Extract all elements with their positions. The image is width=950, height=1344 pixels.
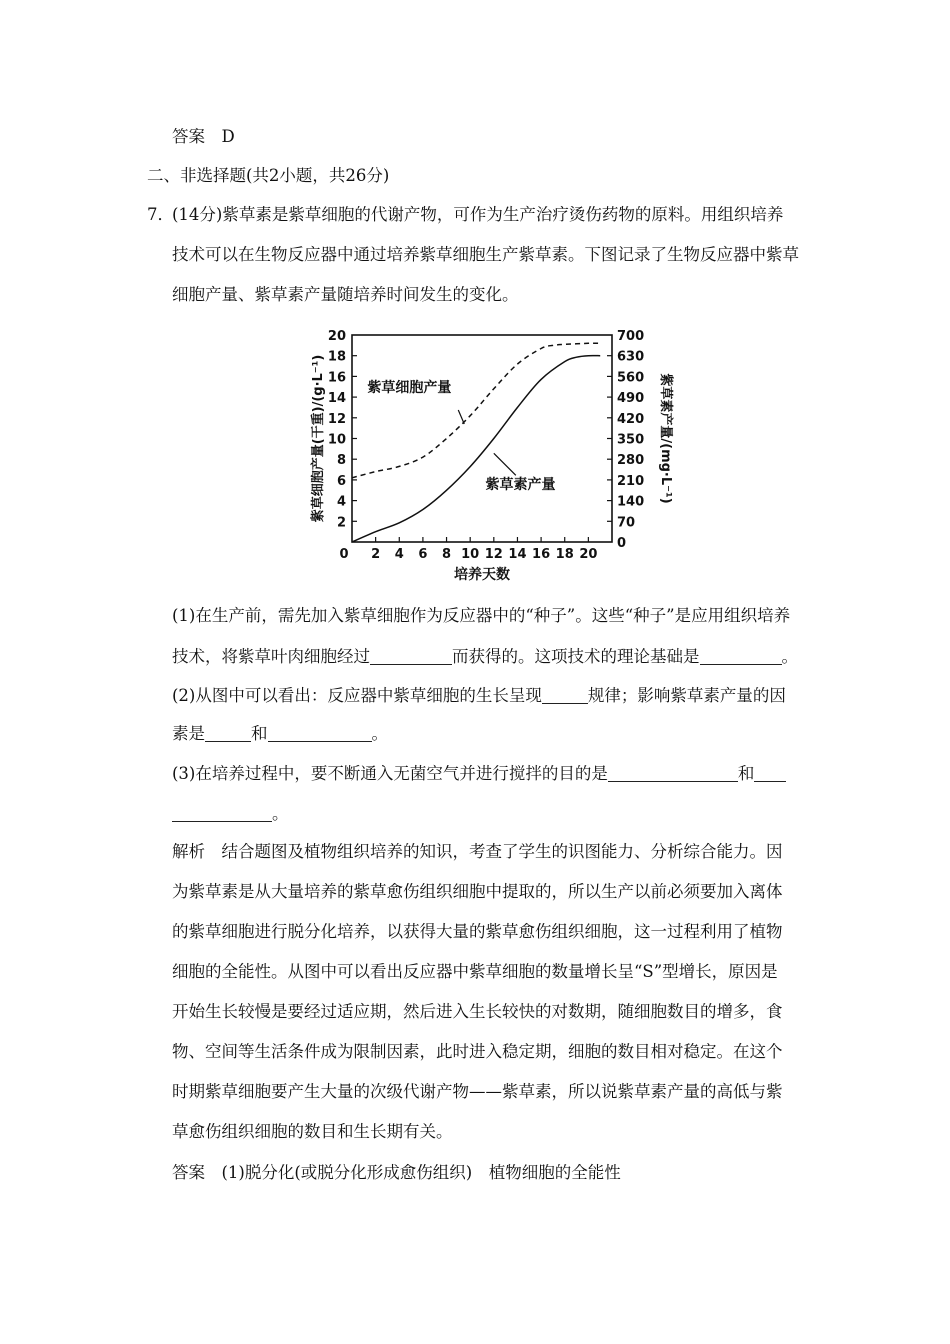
answer-line: 答案 (1)脱分化(或脱分化形成愈伤组织) 植物细胞的全能性	[172, 1163, 621, 1182]
x-tick-label: 8	[442, 547, 452, 562]
answer-blank-7-continued[interactable]	[172, 804, 272, 822]
analysis-line-3: 的紫草细胞进行脱分化培养，以获得大量的紫草愈伤组织细胞，这一过程利用了植物	[172, 922, 783, 941]
y-right-tick-label: 630	[617, 349, 645, 365]
question-intro-line-1: (14分)紫草素是紫草细胞的代谢产物，可作为生产治疗烫伤药物的原料。用组织培养	[172, 205, 784, 224]
x-tick-label: 6	[418, 547, 428, 562]
part-3-line-1	[172, 762, 786, 786]
x-tick-label: 14	[508, 547, 527, 562]
x-tick-label: 16	[532, 547, 551, 562]
y-right-tick-label: 350	[617, 432, 645, 448]
analysis-line-7: 时期紫草细胞要产生大量的次级代谢产物——紫草素，所以说紫草素产量的高低与紫	[172, 1082, 783, 1101]
part-1-text-c: 。	[781, 647, 798, 666]
y-right-tick-label: 280	[617, 453, 645, 469]
y-left-tick-label: 12	[327, 411, 346, 427]
shikonin-yield-label: 紫草素产量	[485, 477, 556, 494]
part-3-text-a: (3)在培养过程中，要不断通入无菌空气并进行搅拌的目的是	[172, 764, 608, 783]
part-2-text-c: 素是	[172, 724, 205, 743]
y-right-tick-label: 210	[617, 473, 645, 489]
answer-blank-6[interactable]	[608, 764, 738, 782]
part-1-text-b: 而获得的。这项技术的理论基础是	[452, 647, 700, 666]
x-tick-label: 20	[579, 547, 598, 562]
analysis-line-1: 解析 结合题图及植物组织培养的知识，考查了学生的识图能力、分析综合能力。因	[172, 842, 783, 861]
part-1-line-1: (1)在生产前，需先加入紫草细胞作为反应器中的“种子”。这些“种子”是应用组织培养	[172, 606, 791, 625]
answer-blank-4[interactable]	[205, 724, 251, 742]
y-left-tick-label: 14	[327, 391, 346, 407]
analysis-line-6: 物、空间等生活条件成为限制因素，此时进入稳定期，细胞的数目相对稳定。在这个	[172, 1042, 783, 1061]
question-number: 7．	[147, 205, 174, 224]
question-intro-line-3: 细胞产量、紫草素产量随培养时间发生的变化。	[172, 285, 519, 304]
y-left-tick-label: 20	[327, 329, 346, 344]
answer-blank-2[interactable]	[700, 647, 782, 665]
y-right-tick-label: 490	[617, 391, 645, 407]
y-right-tick-label: 70	[617, 515, 636, 531]
part-1-text-a: 技术，将紫草叶肉细胞经过	[172, 647, 370, 666]
x-tick-label: 4	[394, 547, 404, 562]
y-right-tick-label: 420	[617, 411, 645, 427]
growth-chart	[300, 325, 680, 585]
plot-frame	[352, 335, 612, 542]
x-tick-label: 0	[339, 547, 349, 562]
part-2-text-a: (2)从图中可以看出：反应器中紫草细胞的生长呈现	[172, 686, 542, 705]
part-2-text-d: 和	[251, 724, 268, 743]
cell-yield-label: 紫草细胞产量	[367, 379, 452, 396]
x-tick-label: 18	[555, 547, 574, 562]
part-3-text-c: 。	[272, 804, 289, 823]
y-left-tick-label: 16	[327, 370, 346, 386]
part-2-line-1	[172, 684, 786, 708]
y-left-tick-label: 10	[327, 432, 346, 448]
cell-yield-leader-line	[458, 410, 464, 424]
section-header: 二、非选择题(共2小题，共26分)	[147, 166, 390, 185]
x-tick-label: 10	[461, 547, 480, 562]
analysis-line-8: 草愈伤组织细胞的数目和生长期有关。	[172, 1122, 453, 1141]
answer-blank-3[interactable]	[542, 686, 588, 704]
part-2-line-2	[172, 722, 388, 746]
part-3-text-b: 和	[737, 764, 755, 783]
y-left-tick-label: 8	[336, 453, 346, 469]
shikonin-yield-leader-line	[494, 453, 516, 475]
answer-blank-5[interactable]	[268, 724, 372, 742]
previous-answer: 答案 D	[172, 127, 235, 146]
y-left-tick-label: 4	[336, 494, 346, 510]
question-intro-line-2: 技术可以在生物反应器中通过培养紫草细胞生产紫草素。下图记录了生物反应器中紫草	[172, 245, 799, 264]
x-tick-label: 12	[484, 547, 503, 562]
analysis-line-4: 细胞的全能性。从图中可以看出反应器中紫草细胞的数量增长呈“S”型增长，原因是	[172, 962, 778, 981]
analysis-line-5: 开始生长较慢是要经过适应期，然后进入生长较快的对数期，随细胞数目的增多，食	[172, 1002, 783, 1021]
part-3-line-2	[172, 802, 289, 826]
y-left-axis-title: 紫草细胞产量(干重)/(g·L⁻¹)	[311, 354, 326, 523]
y-left-tick-label: 6	[336, 473, 346, 489]
part-2-text-e: 。	[371, 724, 388, 743]
analysis-line-2: 为紫草素是从大量培养的紫草愈伤组织细胞中提取的，所以生产以前必须要加入离体	[172, 882, 783, 901]
y-right-tick-label: 0	[617, 536, 627, 551]
y-right-tick-label: 560	[617, 370, 645, 386]
y-right-tick-label: 140	[617, 494, 645, 510]
answer-blank-1[interactable]	[370, 647, 452, 665]
answer-blank-7[interactable]	[754, 764, 786, 782]
x-tick-label: 2	[371, 547, 381, 562]
part-2-text-b: 规律；影响紫草素产量的因	[587, 686, 786, 705]
y-right-tick-label: 700	[617, 329, 645, 344]
y-right-axis-title: 紫草素产量/(mg·L⁻¹)	[658, 373, 673, 504]
part-1-line-2	[172, 645, 798, 669]
y-left-tick-label: 18	[327, 349, 346, 365]
chart-layer	[310, 329, 674, 583]
x-axis-title: 培养天数	[454, 567, 510, 583]
y-left-tick-label: 2	[336, 515, 346, 531]
